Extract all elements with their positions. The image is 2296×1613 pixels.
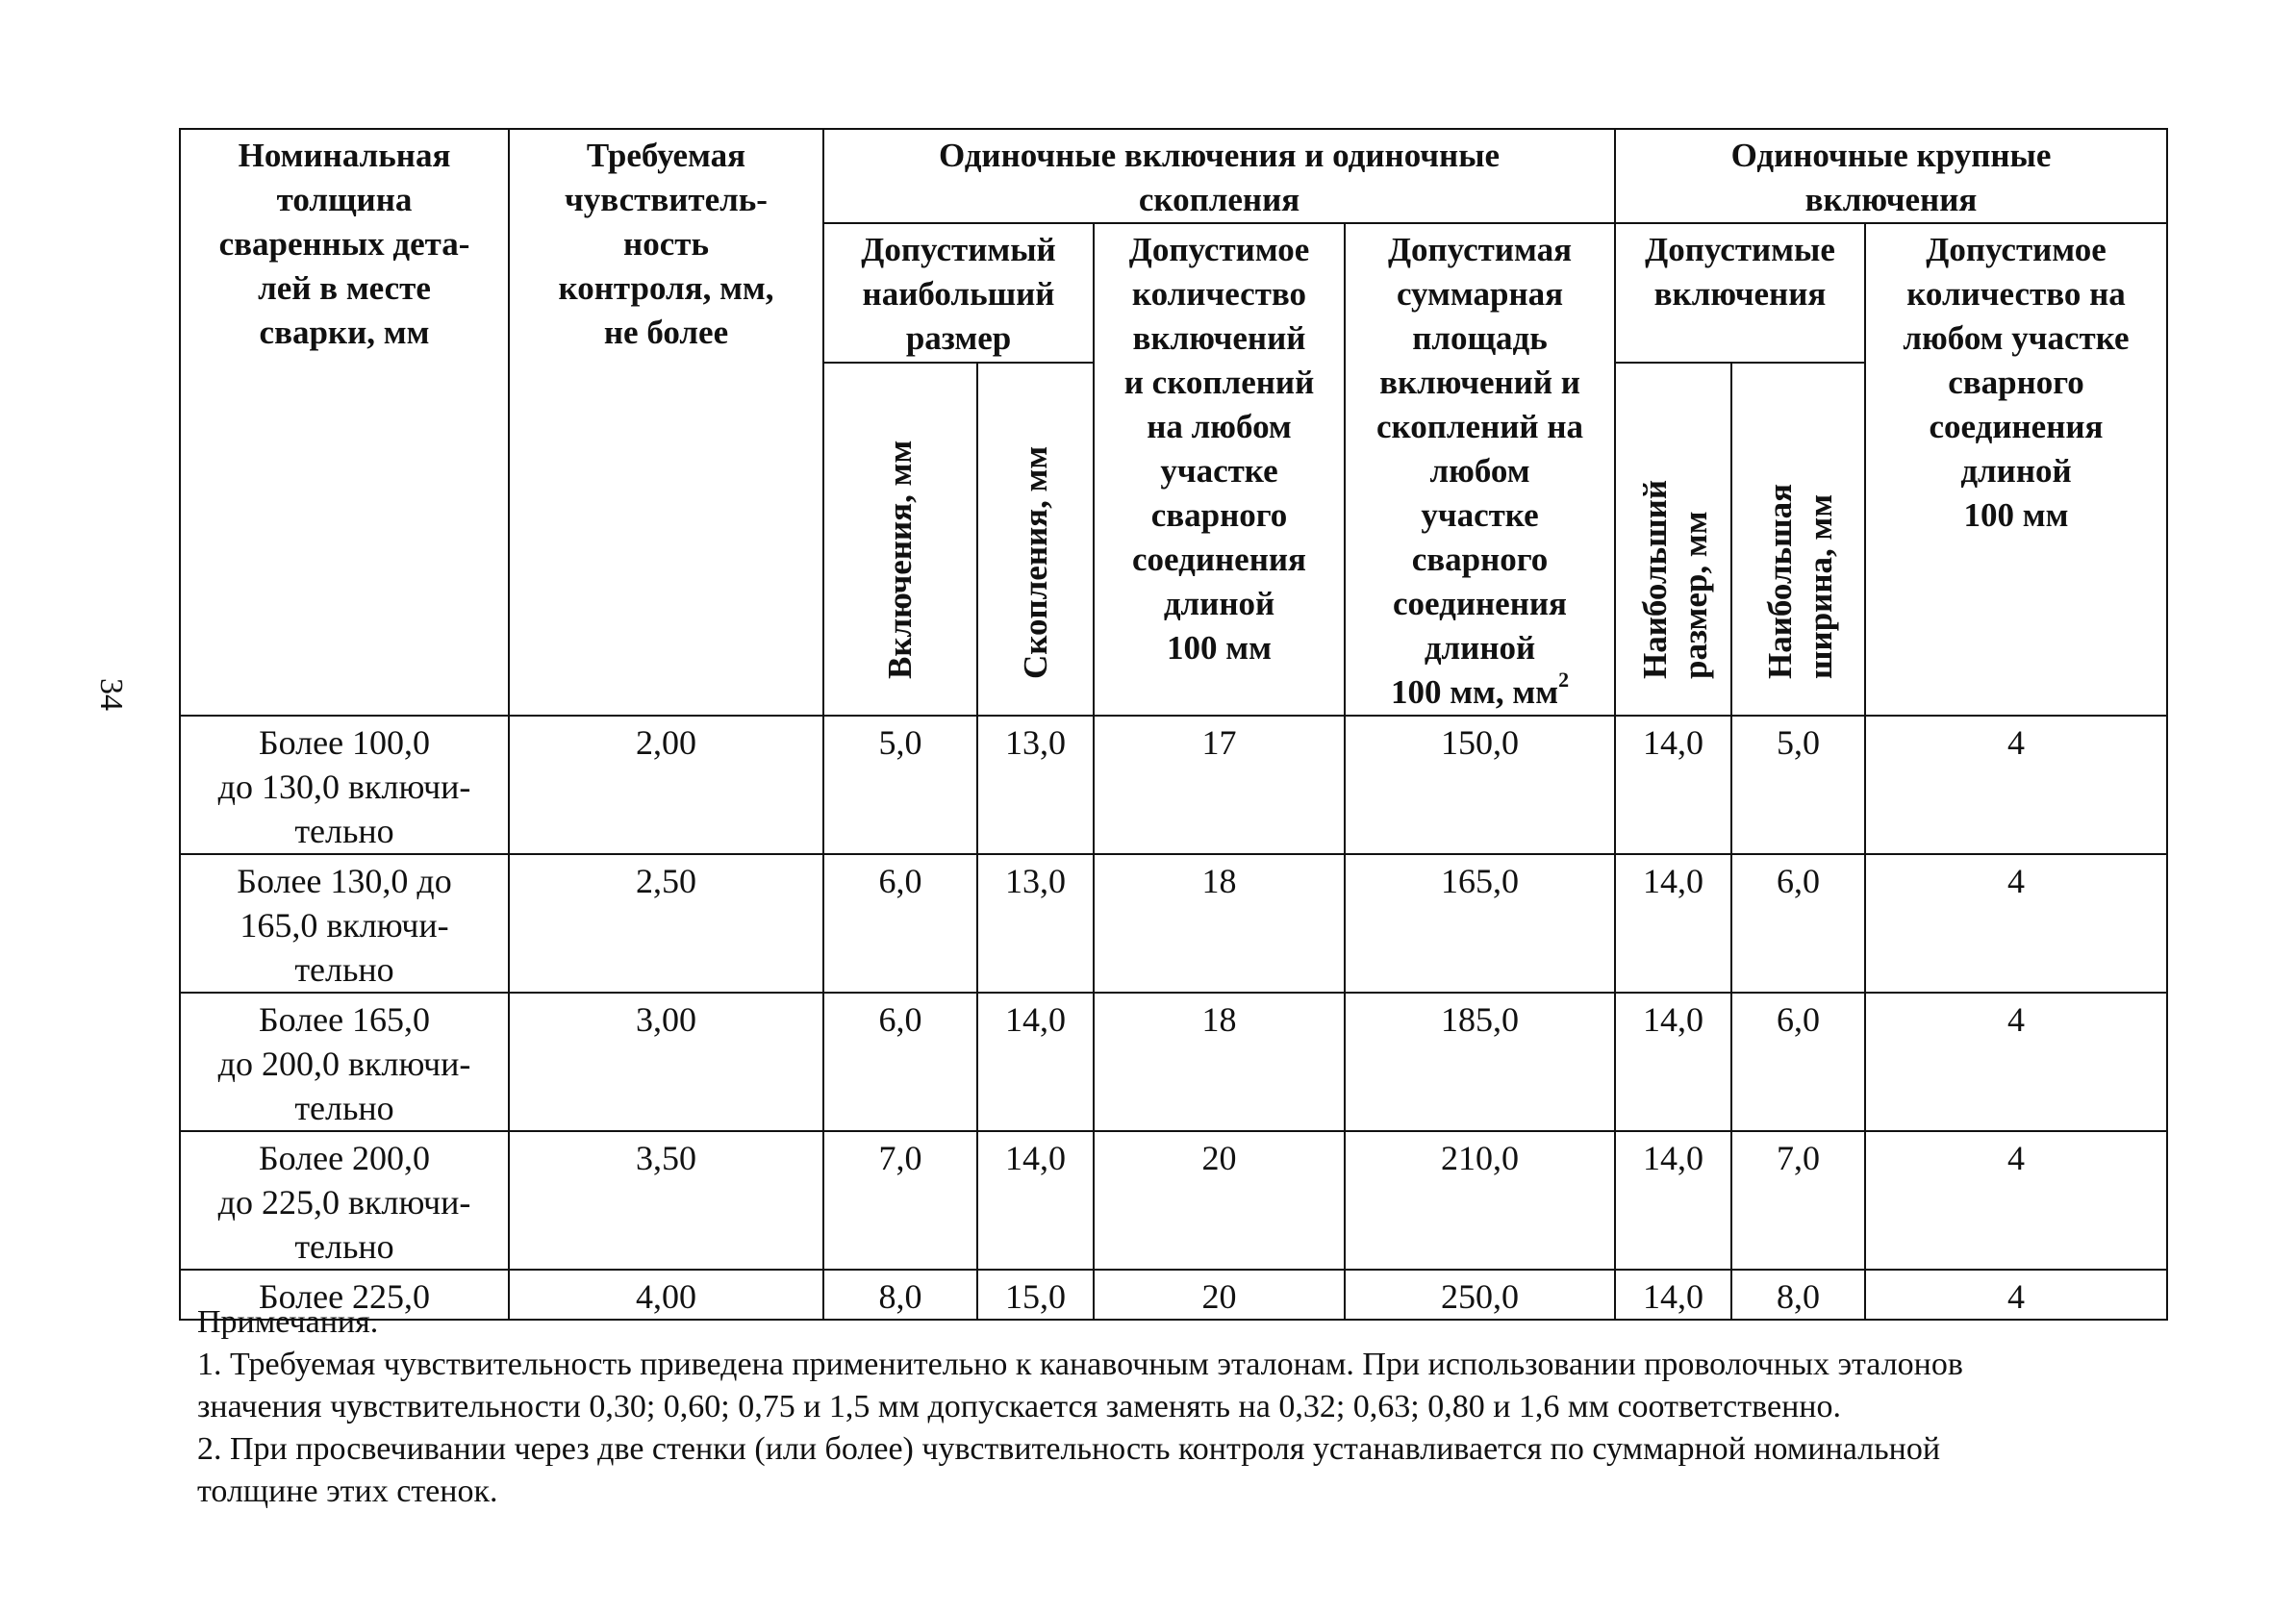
header-line	[1346, 272, 1614, 316]
header-allowed-count	[1094, 223, 1345, 716]
cell-value: 20	[1201, 1139, 1237, 1177]
cell-value: 4	[2007, 1277, 2025, 1316]
header-line-text: суммарная	[1396, 275, 1564, 313]
note-line-1: 1. Требуемая чувствительность приведена применительно к канавочным эталонам. При использовании проволочных эталонов	[197, 1347, 1963, 1382]
header-line: Допустимый	[861, 231, 1056, 268]
header-line	[1346, 228, 1614, 272]
cell-value: 6,0	[878, 1000, 922, 1039]
cell-nominal-thickness	[180, 1131, 509, 1270]
cell-value: 8,0	[1777, 1277, 1820, 1316]
table-row	[180, 993, 2167, 1131]
table-row	[180, 854, 2167, 993]
header-largest-width-line1: Наибольшая	[1760, 483, 1799, 679]
cell-value: 5,0	[878, 723, 922, 762]
notes-title: Примечания.	[197, 1304, 379, 1340]
cell-area	[1345, 1131, 1615, 1270]
header-sensitivity	[509, 129, 823, 716]
cell-incl	[823, 854, 977, 993]
header-line-text: Допустимая	[1387, 231, 1573, 268]
cell-lcount	[1865, 993, 2167, 1131]
cell-sens	[509, 1131, 823, 1270]
header-line: участке	[1160, 452, 1278, 490]
cell-value: 4	[2007, 862, 2025, 900]
cell-line: до 130,0 включи-	[217, 768, 471, 806]
cell-area	[1345, 716, 1615, 854]
header-largest-size-line2: размер, мм	[1676, 511, 1714, 679]
cell-value: 185,0	[1441, 1000, 1519, 1039]
cell-count	[1094, 1131, 1345, 1270]
cell-value: 14,0	[1005, 1139, 1066, 1177]
header-line: наибольший	[862, 275, 1055, 313]
header-line	[1346, 670, 1614, 715]
cell-value: 2,50	[636, 862, 696, 900]
cell-value: 14,0	[1643, 1000, 1703, 1039]
cell-line: тельно	[294, 1227, 394, 1266]
header-line: количество на	[1906, 275, 2126, 313]
cell-value: 18	[1201, 862, 1237, 900]
header-max-size	[823, 223, 1094, 363]
header-line: 100 мм	[1167, 629, 1272, 667]
header-clusters-mm-text: Скопления, мм	[1016, 445, 1054, 679]
cell-area	[1345, 993, 1615, 1131]
header-line: скопления	[1138, 181, 1300, 218]
header-line-text: длиной	[1424, 629, 1536, 667]
header-line: сваренных дета-	[218, 225, 470, 263]
header-line: включения	[1804, 181, 1978, 218]
header-max-size-lines	[824, 224, 1093, 361]
header-line-text: 100 мм, мм	[1390, 673, 1559, 711]
cell-value: 17	[1201, 723, 1237, 762]
cell-value: 150,0	[1441, 723, 1519, 762]
cell-nominal-lines	[181, 717, 508, 853]
cell-clust	[977, 1131, 1094, 1270]
table-row	[180, 1131, 2167, 1270]
note-line-4: толщине этих стенок.	[197, 1474, 498, 1509]
header-single-inclusions-group	[823, 129, 1615, 223]
header-line: включения	[1653, 275, 1827, 313]
header-line-text: сварного	[1411, 541, 1549, 578]
cell-value: 6,0	[1777, 862, 1820, 900]
cell-value: 6,0	[878, 862, 922, 900]
header-line: 100 мм	[1963, 496, 2069, 534]
header-line	[1346, 361, 1614, 405]
cell-value: 20	[1201, 1277, 1237, 1316]
cell-value: 4	[2007, 1000, 2025, 1039]
header-line-text: соединения	[1393, 585, 1567, 622]
cell-incl	[823, 993, 977, 1131]
cell-value: 5,0	[1777, 723, 1820, 762]
cell-line: 165,0 включи-	[240, 906, 449, 945]
header-line: контроля, мм,	[558, 269, 774, 307]
cell-value: 165,0	[1441, 862, 1519, 900]
cell-value: 4	[2007, 1139, 2025, 1177]
cell-lsize	[1615, 854, 1731, 993]
header-line-text: участке	[1421, 496, 1539, 534]
note-line-3: 2. При просвечивании через две стенки (или более) чувствительность контроля устанавливается по суммарной номинальной	[197, 1431, 1941, 1467]
header-line: Номинальная	[238, 137, 451, 174]
cell-line: Более 100,0	[258, 723, 431, 762]
header-clusters-mm	[977, 363, 1094, 716]
cell-value: 14,0	[1643, 1139, 1703, 1177]
cell-lcount	[1865, 716, 2167, 854]
cell-value: 14,0	[1005, 1000, 1066, 1039]
header-line: длиной	[1163, 585, 1275, 622]
header-line: включений	[1132, 319, 1306, 357]
cell-lsize	[1615, 716, 1731, 854]
header-allowed-count-lines	[1095, 224, 1344, 670]
header-line	[1346, 405, 1614, 449]
header-allowed-inclusions	[1615, 223, 1865, 363]
header-line: и скоплений	[1123, 364, 1315, 401]
cell-line: до 225,0 включи-	[217, 1183, 471, 1222]
cell-value: 8,0	[878, 1277, 922, 1316]
cell-clust	[977, 854, 1094, 993]
header-large-group-lines	[1616, 130, 2166, 222]
cell-sens	[509, 716, 823, 854]
header-line: Требуемая	[586, 137, 746, 174]
cell-lwidth	[1731, 854, 1865, 993]
header-allowed-area	[1345, 223, 1615, 716]
inclusion-limits-table	[179, 128, 2168, 1321]
header-allowed-area-lines	[1346, 224, 1614, 715]
header-largest-size	[1615, 363, 1731, 716]
header-line: любом участке	[1903, 319, 2130, 357]
header-single-group-lines	[824, 130, 1614, 222]
cell-nominal-lines	[181, 994, 508, 1130]
cell-line: тельно	[294, 950, 394, 989]
cell-value: 250,0	[1441, 1277, 1519, 1316]
cell-incl	[823, 1131, 977, 1270]
header-line: Допустимое	[1128, 231, 1310, 268]
cell-value: 14,0	[1643, 723, 1703, 762]
cell-value: 4,00	[636, 1277, 696, 1316]
header-line: сварного	[1150, 496, 1288, 534]
cell-line: тельно	[294, 1089, 394, 1127]
header-nominal-lines	[181, 130, 508, 355]
cell-lcount	[1865, 1131, 2167, 1270]
table-row	[180, 716, 2167, 854]
header-large-allowed-count	[1865, 223, 2167, 716]
header-allowed-inclusions-lines	[1616, 224, 1864, 316]
header-line-text: площадь	[1412, 319, 1548, 357]
cell-sens	[509, 993, 823, 1131]
header-line: чувствитель-	[565, 181, 768, 218]
header-line-text: включений и	[1379, 364, 1580, 401]
header-sensitivity-lines	[510, 130, 822, 355]
cell-value: 13,0	[1005, 723, 1066, 762]
header-line: Одиночные крупные	[1730, 137, 2052, 174]
cell-count	[1094, 854, 1345, 993]
page-number: 34	[93, 678, 129, 711]
cell-count	[1094, 716, 1345, 854]
cell-sens	[509, 854, 823, 993]
cell-nominal-thickness	[180, 993, 509, 1131]
header-inclusions-mm	[823, 363, 977, 716]
header-line: не более	[603, 314, 729, 351]
cell-line: Более 165,0	[258, 1000, 431, 1039]
cell-clust	[977, 716, 1094, 854]
header-line: сварного	[1948, 364, 2084, 401]
header-line: на любом	[1147, 408, 1292, 445]
header-line	[1346, 538, 1614, 582]
header-line: ность	[623, 225, 709, 263]
cell-lsize	[1615, 993, 1731, 1131]
header-line: Допустимое	[1926, 231, 2107, 268]
cell-line: до 200,0 включи-	[217, 1045, 471, 1083]
header-inclusions-mm-text: Включения, мм	[881, 440, 919, 679]
header-line: лей в месте	[258, 269, 431, 307]
cell-value: 210,0	[1441, 1139, 1519, 1177]
header-line: размер	[905, 319, 1012, 357]
cell-count	[1094, 993, 1345, 1131]
table-body	[180, 716, 2167, 1320]
cell-value: 14,0	[1643, 1277, 1703, 1316]
cell-value: 3,50	[636, 1139, 696, 1177]
cell-nominal-lines	[181, 1132, 508, 1269]
cell-line: тельно	[294, 812, 394, 850]
header-large-allowed-count-lines	[1866, 224, 2166, 538]
cell-nominal-thickness	[180, 716, 509, 854]
cell-value: 14,0	[1643, 862, 1703, 900]
cell-lwidth	[1731, 993, 1865, 1131]
cell-value: 3,00	[636, 1000, 696, 1039]
cell-value: 4	[2007, 723, 2025, 762]
header-line: соединения	[1929, 408, 2104, 445]
header-nominal-thickness	[180, 129, 509, 716]
cell-nominal-lines	[181, 855, 508, 992]
header-line: сварки, мм	[259, 314, 430, 351]
cell-lwidth	[1731, 1131, 1865, 1270]
header-line	[1346, 626, 1614, 670]
cell-lcount	[1865, 854, 2167, 993]
cell-value: 6,0	[1777, 1000, 1820, 1039]
cell-incl	[823, 716, 977, 854]
header-largest-width-line2: ширина, мм	[1801, 493, 1839, 679]
cell-nominal-thickness	[180, 854, 509, 993]
cell-line: Более 200,0	[258, 1139, 431, 1177]
area-unit-superscript: 2	[1558, 668, 1570, 693]
cell-clust	[977, 993, 1094, 1131]
header-line-text: любом	[1429, 452, 1530, 490]
header-large-inclusions-group	[1615, 129, 2167, 223]
cell-line: Более 225,0	[258, 1277, 431, 1316]
header-largest-width	[1731, 363, 1865, 716]
header-line: соединения	[1132, 541, 1306, 578]
header-line	[1346, 493, 1614, 538]
cell-lsize	[1615, 1131, 1731, 1270]
cell-value: 15,0	[1005, 1277, 1066, 1316]
header-line	[1346, 316, 1614, 361]
note-line-2: значения чувствительности 0,30; 0,60; 0,75 и 1,5 мм допускается заменять на 0,32; 0,63; 0,80 и 1,6 мм соответственно.	[197, 1389, 1841, 1424]
header-line	[1346, 449, 1614, 493]
cell-value: 18	[1201, 1000, 1237, 1039]
header-line: толщина	[276, 181, 413, 218]
header-line: количество	[1131, 275, 1307, 313]
cell-value: 7,0	[878, 1139, 922, 1177]
cell-value: 2,00	[636, 723, 696, 762]
header-largest-size-line1: Наибольший	[1635, 479, 1674, 679]
header-line-text: скоплений на	[1376, 408, 1583, 445]
notes	[197, 1301, 2169, 1513]
header-line: Одиночные включения и одиночные	[938, 137, 1501, 174]
cell-line: Более 130,0 до	[237, 862, 452, 900]
cell-value: 13,0	[1005, 862, 1066, 900]
header-line: Допустимые	[1645, 231, 1835, 268]
cell-area	[1345, 854, 1615, 993]
cell-lwidth	[1731, 716, 1865, 854]
cell-value: 7,0	[1777, 1139, 1820, 1177]
header-line: длиной	[1960, 452, 2072, 490]
header-line	[1346, 582, 1614, 626]
